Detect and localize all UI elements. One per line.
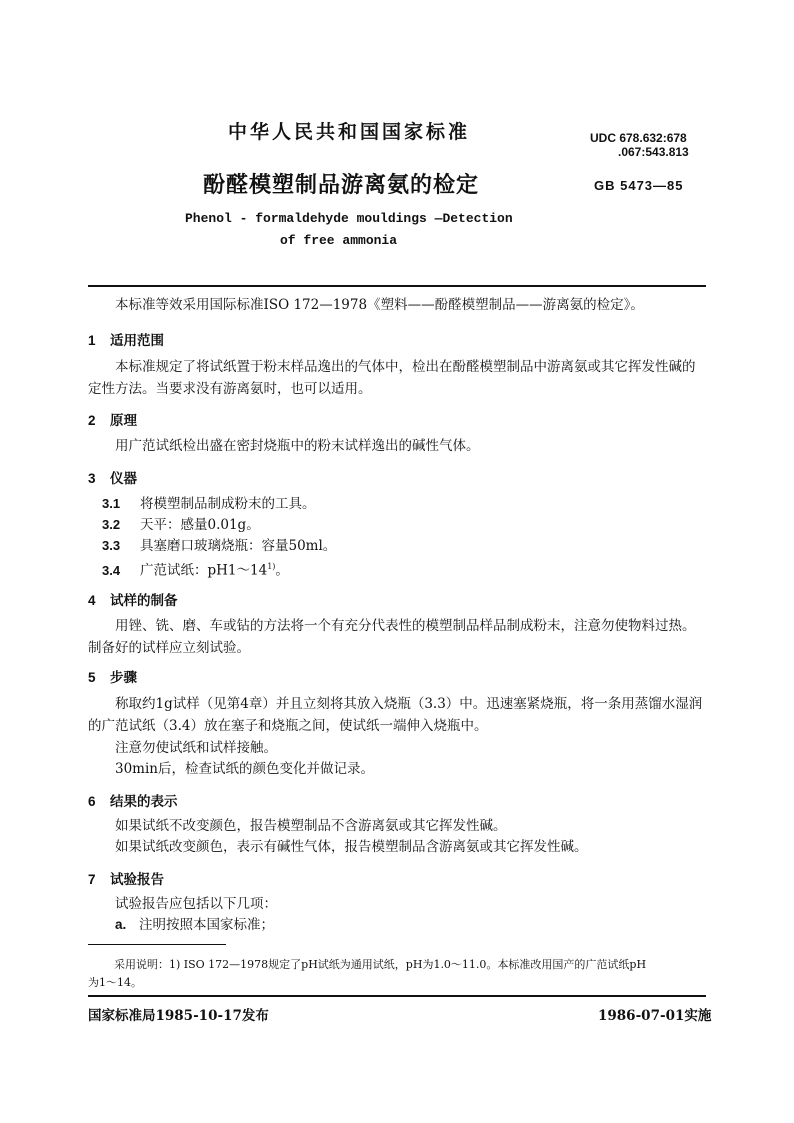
list-item xyxy=(88,914,733,936)
footnote-line-1: 采用说明：1) ISO 172—1978规定了pH试纸为通用试纸，pH为1.0～11.0。本标准改用国产的广范试纸pH xyxy=(114,958,647,971)
section-3-heading xyxy=(88,468,706,490)
item-number: 3.3 xyxy=(102,538,121,553)
section-1-heading xyxy=(88,330,706,352)
footnote xyxy=(88,956,706,992)
intro-paragraph: 本标准等效采用国际标准ISO 172—1978《塑料——酚醛模塑制品——游离氨的检定》。 xyxy=(115,297,644,313)
item-number: a. xyxy=(115,917,127,932)
section-7-heading xyxy=(88,869,706,891)
section-title: 适用范围 xyxy=(110,333,164,349)
english-title-line-2: of free ammonia xyxy=(280,233,398,248)
section-5-paragraph-3: 30min后，检查试纸的颜色变化并做记录。 xyxy=(115,761,374,777)
effective-date: 1986-07-01实施 xyxy=(598,1008,712,1024)
section-title: 结果的表示 xyxy=(110,794,178,810)
section-title: 试样的制备 xyxy=(110,593,178,609)
section-title: 试验报告 xyxy=(110,872,164,888)
document-title: 酚醛模塑制品游离氨的检定 xyxy=(203,172,480,198)
section-number: 1 xyxy=(88,333,96,348)
item-text: 广范试纸：pH1～14 xyxy=(140,562,268,579)
item-text: 天平：感量0.01g。 xyxy=(140,517,260,533)
item-text: 注明按照本国家标准； xyxy=(139,917,274,933)
section-6-heading xyxy=(88,791,706,813)
item-text: 具塞磨口玻璃烧瓶：容量50ml。 xyxy=(140,538,337,554)
section-6-paragraph-1: 如果试纸不改变颜色，报告模塑制品不含游离氨或其它挥发性碱。 xyxy=(115,818,507,834)
section-1-paragraph: 本标准规定了将试纸置于粉末样品逸出的气体中，检出在酚醛模塑制品中游离氨或其它挥发性碱的定性方法。当要求没有游离氨时，也可以适用。 xyxy=(88,359,696,397)
section-title: 步骤 xyxy=(110,670,137,686)
section-2-heading xyxy=(88,410,706,432)
section-title: 原理 xyxy=(110,413,137,429)
list-item xyxy=(88,556,720,582)
footnote-divider xyxy=(88,944,226,945)
section-number: 4 xyxy=(88,593,96,608)
section-number: 7 xyxy=(88,872,96,887)
section-number: 6 xyxy=(88,794,96,809)
list-item xyxy=(88,493,720,515)
section-5-note: 注意勿使试纸和试样接触。 xyxy=(115,740,277,756)
section-4-paragraph: 用锉、铣、磨、车或钻的方法将一个有充分代表性的模塑制品样品制成粉末，注意勿使物料过热。制备好的试样应立刻试验。 xyxy=(88,618,696,656)
section-4-heading xyxy=(88,590,706,612)
item-text: 将模塑制品制成粉末的工具。 xyxy=(140,496,316,512)
section-7-paragraph: 试验报告应包括以下几项： xyxy=(115,896,277,912)
section-6-paragraph-2: 如果试纸改变颜色，表示有碱性气体，报告模塑制品含游离氨或其它挥发性碱。 xyxy=(115,839,588,855)
section-title: 仪器 xyxy=(110,471,137,487)
item-number: 3.1 xyxy=(102,496,121,511)
udc-line-1: UDC 678.632:678 xyxy=(590,131,687,145)
item-number: 3.2 xyxy=(102,517,121,532)
issue-date: 国家标准局1985-10-17发布 xyxy=(88,1008,269,1024)
section-5-heading xyxy=(88,667,706,689)
english-title-line-1: Phenol - formaldehyde mouldings —Detection xyxy=(185,211,513,226)
footnote-line-2: 为1～14。 xyxy=(88,976,142,989)
section-number: 5 xyxy=(88,670,96,685)
header-divider xyxy=(88,285,706,287)
section-number: 3 xyxy=(88,471,96,486)
section-number: 2 xyxy=(88,413,96,428)
udc-code xyxy=(590,131,689,159)
list-item xyxy=(88,514,720,536)
list-item xyxy=(88,535,720,557)
section-5-paragraph: 称取约1g试样（见第4章）并且立刻将其放入烧瓶（3.3）中。迅速塞紧烧瓶，将一条用蒸馏水湿润的广范试纸（3.4）放在塞子和烧瓶之间，使试纸一端伸入烧瓶中。 xyxy=(88,696,703,734)
footnote-marker: 1) xyxy=(267,562,276,571)
footer-divider xyxy=(88,995,706,997)
gb-number: GB 5473—85 xyxy=(594,178,684,193)
item-number: 3.4 xyxy=(102,562,121,578)
section-2-paragraph: 用广范试纸检出盛在密封烧瓶中的粉末试样逸出的碱性气体。 xyxy=(115,438,480,454)
item-tail: 。 xyxy=(275,562,289,579)
standard-category-title: 中华人民共和国国家标准 xyxy=(228,121,471,143)
udc-line-2: .067:543.813 xyxy=(618,145,689,159)
